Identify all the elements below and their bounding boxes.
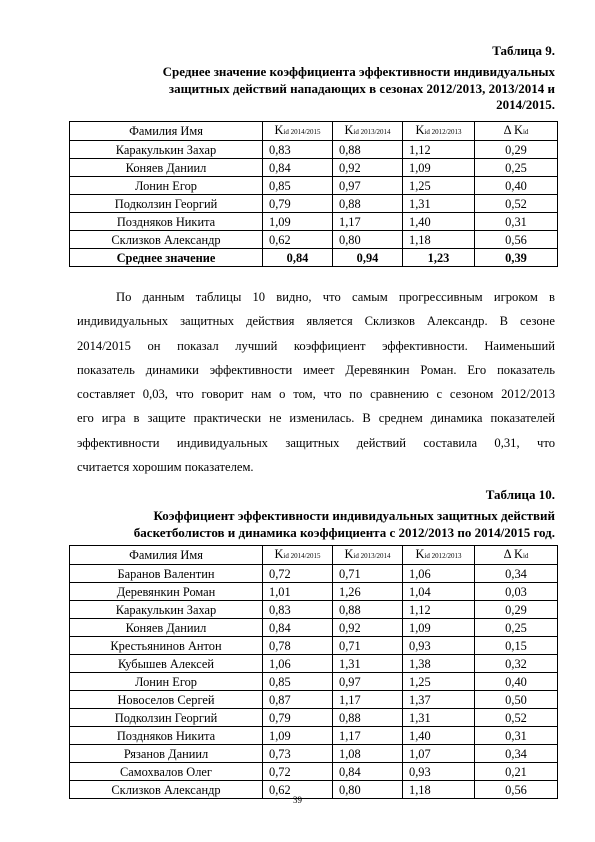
table10-cell-k3: 1,18: [403, 781, 475, 799]
table10: [69, 545, 558, 799]
table10-cell-k3: 1,12: [403, 601, 475, 619]
table9-cell-delta: 0,39: [475, 249, 558, 267]
table9-title-line-2: защитных действий нападающих в сезонах 2012/2013, 2013/2014 и: [168, 80, 555, 96]
table10-cell-name: Баранов Валентин: [70, 565, 263, 583]
table9-cell-delta: 0,29: [475, 141, 558, 159]
table10-cell-k1: 0,72: [263, 763, 333, 781]
table10-cell-delta: 0,40: [475, 673, 558, 691]
table9-average-row: [70, 249, 558, 267]
table10-cell-k3: 1,25: [403, 673, 475, 691]
table9-cell-delta: 0,31: [475, 213, 558, 231]
table10-cell-k1: 0,78: [263, 637, 333, 655]
table-row: [70, 763, 558, 781]
table9-cell-k1: 1,09: [263, 213, 333, 231]
table9-header-k3: Kid 2012/2013: [403, 122, 475, 141]
table-row: [70, 619, 558, 637]
table10-cell-k2: 1,26: [333, 583, 403, 601]
table9-cell-delta: 0,40: [475, 177, 558, 195]
table10-cell-k2: 1,17: [333, 727, 403, 745]
table9-cell-k1: 0,84: [263, 159, 333, 177]
table10-title-line-1: Коэффициент эффективности индивидуальных защитных действий: [153, 508, 555, 523]
table10-cell-k2: 1,17: [333, 691, 403, 709]
table10-cell-k3: 1,04: [403, 583, 475, 601]
table-row: [70, 637, 558, 655]
table10-header-k1: Kid 2014/2015: [263, 546, 333, 565]
table10-cell-k2: 0,80: [333, 781, 403, 799]
table-row: [70, 601, 558, 619]
table-row: [70, 727, 558, 745]
table-row: [70, 159, 558, 177]
table9-cell-name: Коняев Даниил: [70, 159, 263, 177]
table10-cell-name: Рязанов Даниил: [70, 745, 263, 763]
table9-cell-name: Каракулькин Захар: [70, 141, 263, 159]
table9-header-delta: Δ Kid: [475, 122, 558, 141]
table9-cell-k3: 1,18: [403, 231, 475, 249]
table9-cell-k3: 1,31: [403, 195, 475, 213]
table9-cell-delta: 0,52: [475, 195, 558, 213]
table10-cell-k1: 1,09: [263, 727, 333, 745]
table10-title: [65, 508, 555, 541]
table9-cell-k1: 0,83: [263, 141, 333, 159]
table10-cell-k2: 0,88: [333, 601, 403, 619]
table10-cell-delta: 0,31: [475, 727, 558, 745]
table-row: [70, 195, 558, 213]
table9-number: Таблица 9.: [492, 43, 555, 58]
page-number: 39: [293, 795, 302, 805]
table9-cell-k2: 0,80: [333, 231, 403, 249]
table-row: [70, 141, 558, 159]
table10-cell-name: Коняев Даниил: [70, 619, 263, 637]
table9: [69, 121, 558, 267]
table9-header-k1: Kid 2014/2015: [263, 122, 333, 141]
table-row: [70, 745, 558, 763]
table10-cell-delta: 0,25: [475, 619, 558, 637]
table10-cell-delta: 0,52: [475, 709, 558, 727]
table10-cell-k3: 1,07: [403, 745, 475, 763]
table10-cell-k1: 0,79: [263, 709, 333, 727]
table10-header-k3: Kid 2012/2013: [403, 546, 475, 565]
table-row: [70, 691, 558, 709]
table10-cell-k2: 1,08: [333, 745, 403, 763]
table-row: [70, 565, 558, 583]
table10-cell-k1: 0,62: [263, 781, 333, 799]
table10-cell-delta: 0,50: [475, 691, 558, 709]
table9-cell-k3: 1,12: [403, 141, 475, 159]
table10-cell-name: Каракулькин Захар: [70, 601, 263, 619]
table9-cell-name: Среднее значение: [70, 249, 263, 267]
table10-cell-k1: 0,85: [263, 673, 333, 691]
paragraph-line-2: индивидуальных защитных действия является Склизков Александр. В сезоне: [77, 314, 555, 329]
table10-cell-name: Склизков Александр: [70, 781, 263, 799]
table10-cell-name: Кубышев Алексей: [70, 655, 263, 673]
table9-cell-k1: 0,62: [263, 231, 333, 249]
paragraph-line-5: составляет 0,03, что говорит нам о том, что по сравнению с сезоном 2012/2013: [77, 387, 555, 402]
table9-header-k2: Kid 2013/2014: [333, 122, 403, 141]
table10-cell-k3: 1,38: [403, 655, 475, 673]
table9-cell-k1: 0,85: [263, 177, 333, 195]
table9-cell-delta: 0,56: [475, 231, 558, 249]
table-row: [70, 655, 558, 673]
table10-cell-name: Крестьянинов Антон: [70, 637, 263, 655]
table-row: [70, 213, 558, 231]
table10-cell-delta: 0,03: [475, 583, 558, 601]
table10-cell-k2: 0,84: [333, 763, 403, 781]
table9-cell-k2: 0,92: [333, 159, 403, 177]
table9-cell-k1: 0,79: [263, 195, 333, 213]
paragraph-line-1: По данным таблицы 10 видно, что самым прогрессивным игроком в: [116, 290, 555, 304]
table10-cell-k2: 0,92: [333, 619, 403, 637]
table10-header-name: Фамилия Имя: [70, 546, 263, 565]
table9-cell-k2: 0,94: [333, 249, 403, 267]
table10-cell-k2: 0,88: [333, 709, 403, 727]
table10-cell-name: Лонин Егор: [70, 673, 263, 691]
table9-title-line-3: 2014/2015.: [496, 97, 555, 112]
table9-cell-k3: 1,23: [403, 249, 475, 267]
table10-cell-name: Поздняков Никита: [70, 727, 263, 745]
paragraph-line-6: его игра в защите практически не изменилась. В среднем динамика показателей: [77, 411, 555, 426]
table10-cell-k1: 0,83: [263, 601, 333, 619]
table10-cell-k3: 0,93: [403, 763, 475, 781]
table10-cell-k3: 1,37: [403, 691, 475, 709]
table9-cell-k1: 0,84: [263, 249, 333, 267]
table9-cell-name: Склизков Александр: [70, 231, 263, 249]
table10-cell-name: Деревянкин Роман: [70, 583, 263, 601]
table10-cell-k1: 0,84: [263, 619, 333, 637]
table-row: [70, 231, 558, 249]
table9-cell-k3: 1,09: [403, 159, 475, 177]
table10-cell-k2: 0,97: [333, 673, 403, 691]
table9-header-row: [70, 122, 558, 141]
table10-cell-k1: 0,73: [263, 745, 333, 763]
table10-cell-k1: 0,87: [263, 691, 333, 709]
table-row: [70, 177, 558, 195]
table10-cell-k2: 1,31: [333, 655, 403, 673]
body-paragraph: [77, 285, 555, 479]
table9-cell-name: Подколзин Георгий: [70, 195, 263, 213]
paragraph-line-4: показатель динамики эффективности имеет Деревянкин Роман. Его показатель: [77, 362, 555, 377]
table10-cell-delta: 0,34: [475, 745, 558, 763]
table10-header-k2: Kid 2013/2014: [333, 546, 403, 565]
table9-cell-name: Поздняков Никита: [70, 213, 263, 231]
table10-cell-k3: 1,31: [403, 709, 475, 727]
table10-cell-k1: 0,72: [263, 565, 333, 583]
table10-cell-k3: 0,93: [403, 637, 475, 655]
paragraph-line-7: эффективности индивидуальных защитных действий составила 0,31, что: [77, 435, 555, 450]
table10-cell-k3: 1,06: [403, 565, 475, 583]
table10-cell-name: Новоселов Сергей: [70, 691, 263, 709]
paragraph-line-3: 2014/2015 он показал лучший коэффициент эффективности. Наименьший: [77, 338, 555, 353]
table9-cell-k2: 1,17: [333, 213, 403, 231]
table10-cell-k2: 0,71: [333, 637, 403, 655]
table10-title-line-2: баскетболистов и динамика коэффициента с 2012/2013 по 2014/2015 год.: [133, 524, 555, 540]
table9-cell-delta: 0,25: [475, 159, 558, 177]
table10-cell-name: Самохвалов Олег: [70, 763, 263, 781]
table9-cell-k2: 0,97: [333, 177, 403, 195]
table10-header-delta: Δ Kid: [475, 546, 558, 565]
table10-cell-k1: 1,06: [263, 655, 333, 673]
table9-title: [75, 64, 555, 114]
table-row: [70, 709, 558, 727]
table9-cell-k2: 0,88: [333, 141, 403, 159]
paragraph-line-8: считается хорошим показателем.: [77, 460, 254, 475]
table10-cell-delta: 0,34: [475, 565, 558, 583]
table9-cell-name: Лонин Егор: [70, 177, 263, 195]
table-row: [70, 673, 558, 691]
table9-cell-k2: 0,88: [333, 195, 403, 213]
table10-cell-k1: 1,01: [263, 583, 333, 601]
table9-cell-k3: 1,25: [403, 177, 475, 195]
table10-cell-name: Подколзин Георгий: [70, 709, 263, 727]
table10-cell-k3: 1,40: [403, 727, 475, 745]
table10-cell-k3: 1,09: [403, 619, 475, 637]
table-row: [70, 583, 558, 601]
table10-cell-delta: 0,32: [475, 655, 558, 673]
table10-cell-delta: 0,21: [475, 763, 558, 781]
table9-cell-k3: 1,40: [403, 213, 475, 231]
table10-cell-delta: 0,29: [475, 601, 558, 619]
table10-cell-delta: 0,15: [475, 637, 558, 655]
table10-cell-delta: 0,56: [475, 781, 558, 799]
table9-title-line-1: Среднее значение коэффициента эффективности индивидуальных: [162, 64, 555, 79]
table10-header-row: [70, 546, 558, 565]
table10-cell-k2: 0,71: [333, 565, 403, 583]
table10-number: Таблица 10.: [485, 487, 555, 502]
table9-header-name: Фамилия Имя: [70, 122, 263, 141]
